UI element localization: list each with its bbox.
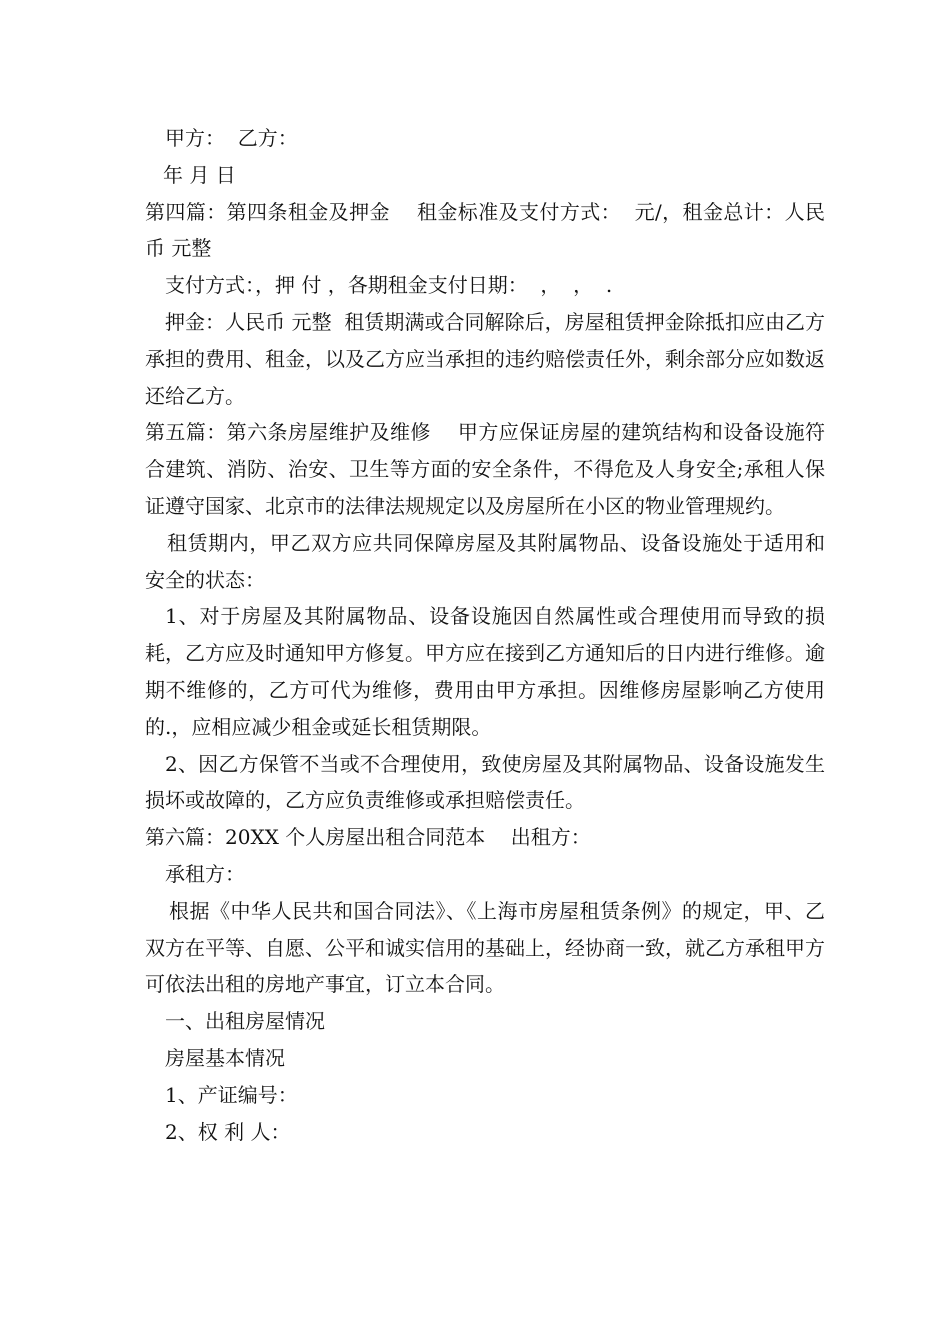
certificate-number-line: 1、产证编号：	[165, 1082, 298, 1107]
party-signature-line: 甲方： 乙方：	[165, 126, 298, 150]
deposit-paragraph: 押金：人民币 元整 租赁期满或合同解除后，房屋租赁押金除抵扣应由乙方承担的费用、租金，以及乙方应当承担的违约赔偿责任外，剩余部分应如数返还给乙方。	[145, 309, 825, 408]
lessee-line: 承租方：	[165, 861, 245, 886]
rental-house-heading: 一、出租房屋情况	[165, 1009, 325, 1034]
section-five-heading: 第五篇：第六条房屋维护及维修 甲方应保证房屋的建筑结构和设备设施符合建筑、消防、治安、卫生等方面的安全条件，不得危及人身安全;承租人保证遵守国家、北京市的法律法规规定以及房屋所在小区的物业管理规约。	[145, 420, 825, 518]
section-four-heading: 第四篇：第四条租金及押金 租金标准及支付方式： 元/，租金总计：人民币 元整	[145, 199, 825, 261]
legal-basis-paragraph: 根据《中华人民共和国合同法》、《上海市房屋租赁条例》的规定，甲、乙双方在平等、自愿、公平和诚实信用的基础上，经协商一致，就乙方承租甲方可依法出租的房地产事宜，订立本合同。	[145, 898, 825, 997]
lease-period-paragraph: 租赁期内，甲乙双方应共同保障房屋及其附属物品、设备设施处于适用和安全的状态：	[145, 530, 825, 592]
section-six-heading: 第六篇：20XX 个人房屋出租合同范本 出租方：	[145, 825, 591, 850]
clause-one-paragraph: 1、对于房屋及其附属物品、设备设施因自然属性或合理使用而导致的损耗，乙方应及时通知甲方修复。甲方应在接到乙方通知后的日内进行维修。逾期不维修的，乙方可代为维修，费用由甲方承担。因维修房屋影响乙方使用的.，应相应减少租金或延长租赁期限。	[145, 604, 825, 739]
payment-method-paragraph: 支付方式：，押 付 ，各期租金支付日期： ， ， .	[165, 273, 613, 298]
date-line: 年 月 日	[163, 162, 236, 187]
clause-two-paragraph: 2、因乙方保管不当或不合理使用，致使房屋及其附属物品、设备设施发生损坏或故障的，乙方应负责维修或承担赔偿责任。	[145, 751, 825, 813]
right-holder-line: 2、权 利 人：	[165, 1119, 291, 1144]
house-basic-info-heading: 房屋基本情况	[165, 1045, 285, 1070]
document-page	[145, 120, 825, 1150]
